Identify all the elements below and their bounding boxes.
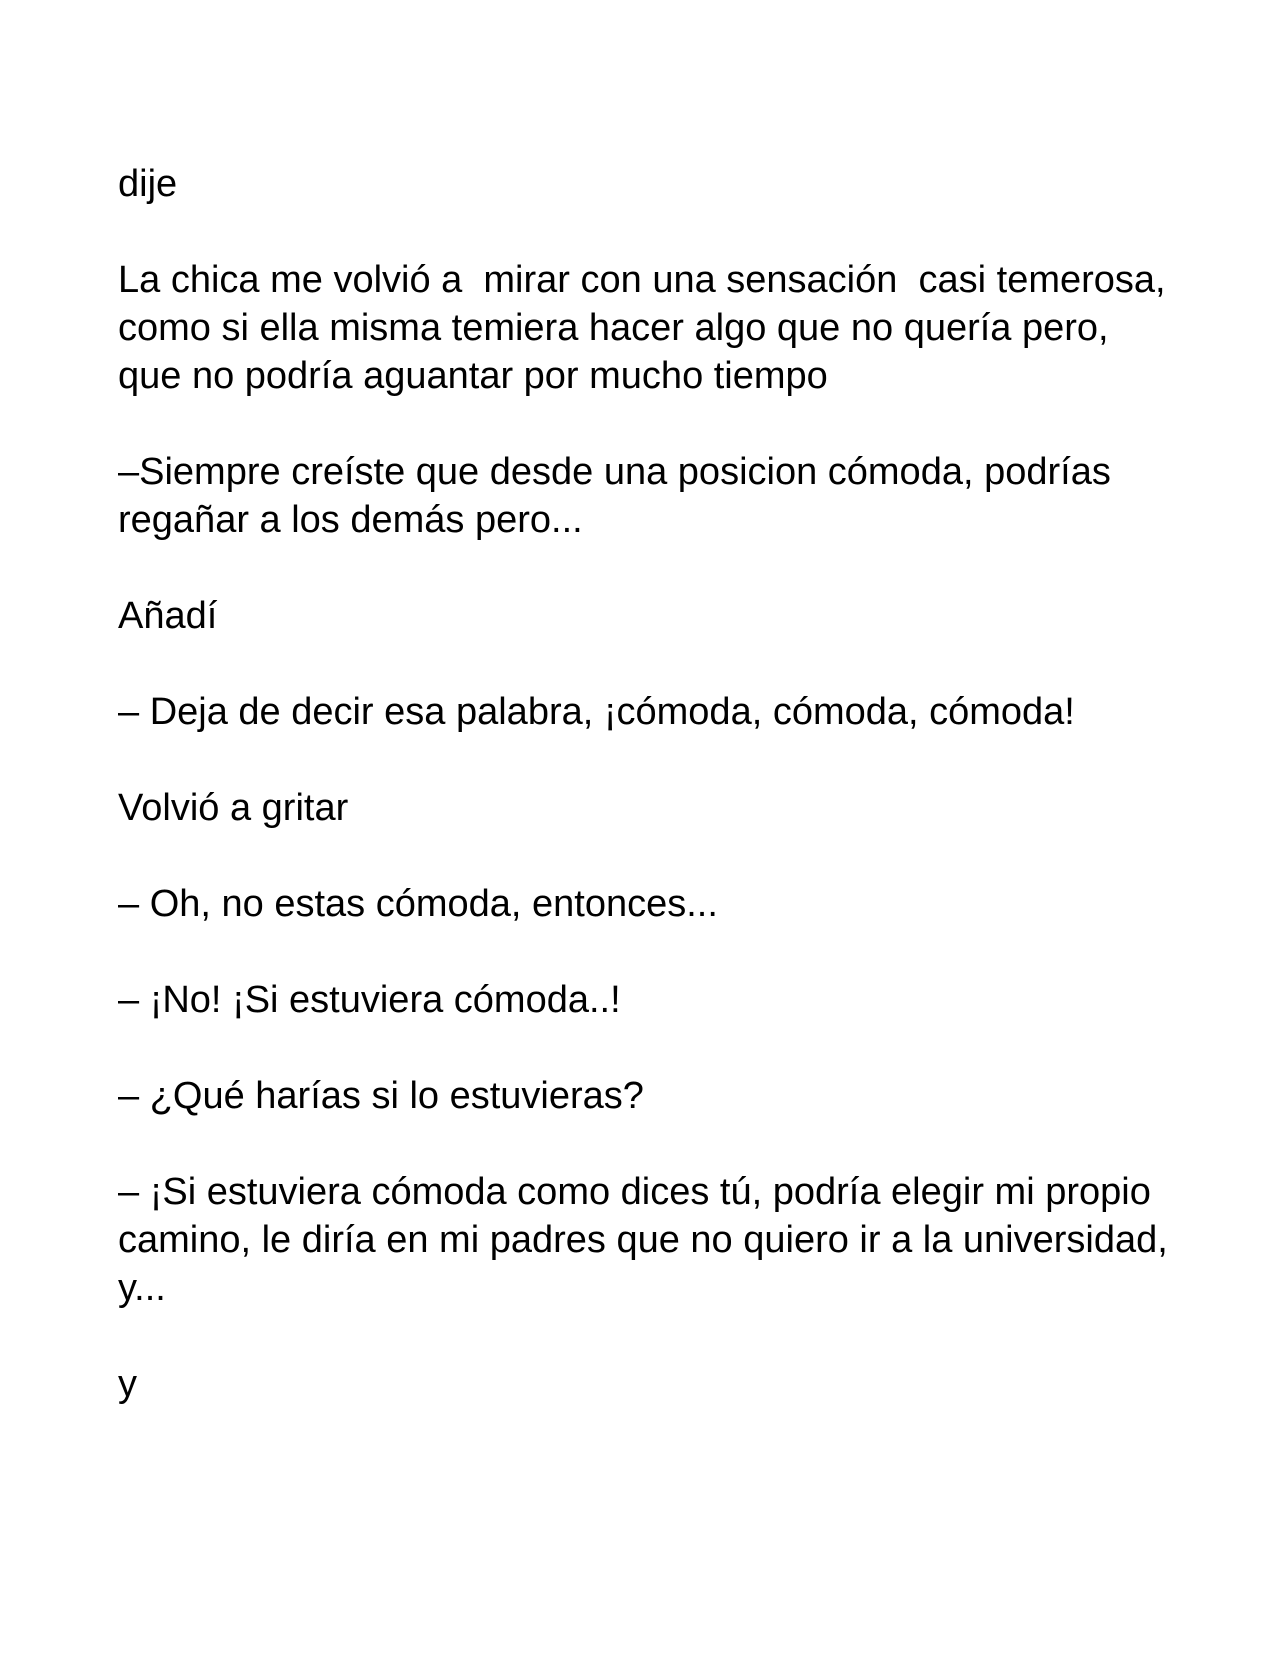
paragraph: –Siempre creíste que desde una posicion cómoda, podrías regañar a los demás pero... [118,451,1122,541]
paragraph: – Oh, no estas cómoda, entonces... [118,883,718,925]
paragraph: – ¿Qué harías si lo estuvieras? [118,1075,644,1117]
paragraph: – ¡Si estuviera cómoda como dices tú, podría elegir mi propio camino, le diría en mi padres que no quiero ir a la universidad, y... [118,1171,1179,1309]
document-body [118,160,1179,1456]
paragraph: Volvió a gritar [118,787,349,829]
paragraph: – Deja de decir esa palabra, ¡cómoda, cómoda, cómoda! [118,691,1075,733]
paragraph: La chica me volvió a mirar con una sensación casi temerosa, como si ella misma temiera hacer algo que no quería pero, que no podría aguantar por mucho tiempo [118,259,1177,397]
paragraph: y [118,1363,137,1405]
paragraph: Añadí [118,595,218,637]
paragraph: – ¡No! ¡Si estuviera cómoda..! [118,979,621,1021]
paragraph: dije [118,163,178,205]
